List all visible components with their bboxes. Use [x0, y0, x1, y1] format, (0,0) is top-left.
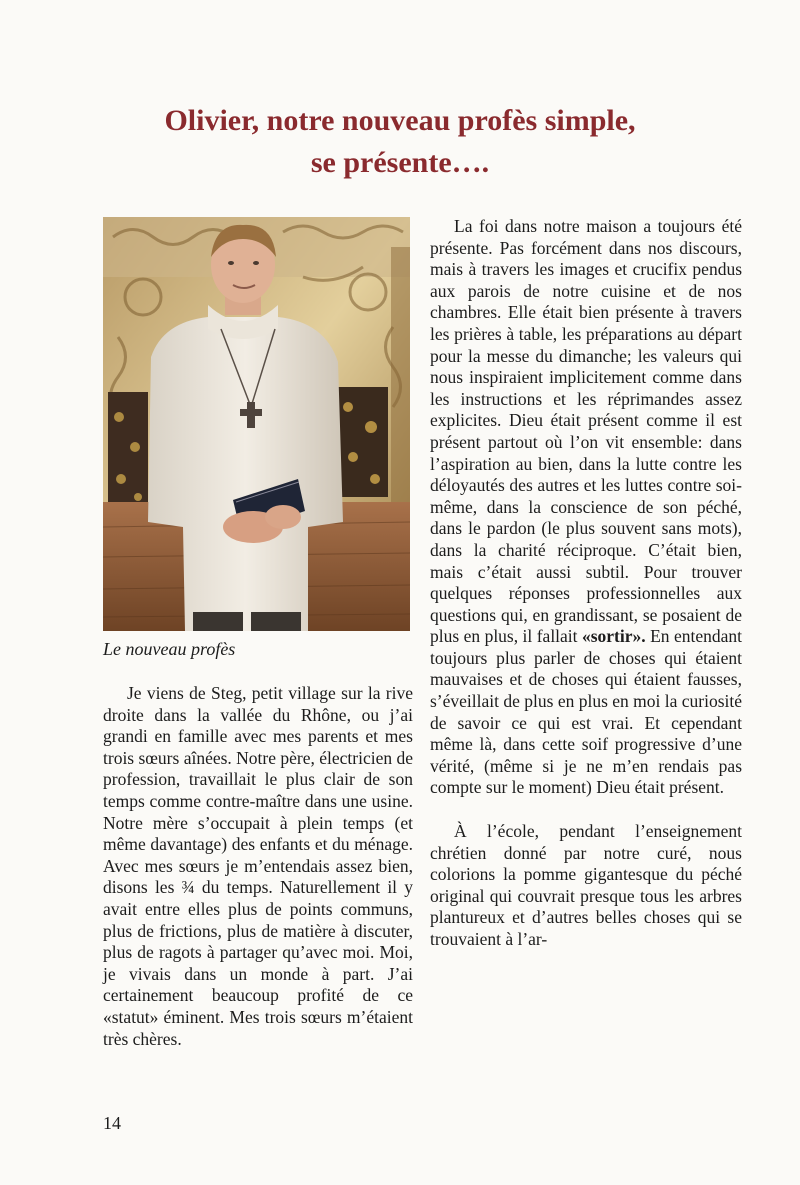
portrait-photo — [103, 217, 410, 631]
right-column — [430, 216, 742, 951]
left-column — [103, 683, 413, 1050]
right-paragraph-1 — [430, 216, 742, 799]
portrait-photo-icon — [103, 217, 410, 631]
page-number: 14 — [103, 1113, 121, 1133]
right-paragraph-1-emphasis: «sortir». — [581, 626, 646, 647]
right-paragraph-1-text-b: En entendant toujours plus parler de choses qui étaient mauvaises et de choses qui étaient fausses, s’éveillait de plus en plus en moi la curiosité de savoir ce qui est vrai. Et cependant même là, dans cette soif progressive d’une vérité, (même si je ne m’en rendais pas compte sur le moment) Dieu était présent. — [430, 626, 743, 798]
left-paragraph-1: Je viens de Steg, petit village sur la rive droite dans la vallée du Rhône, ou j’ai grandi en famille avec mes parents et mes trois sœurs aînées. Notre père, électricien de profession, travaillait le plus clair de son temps comme contre-maître dans une usine. Notre mère s’occupait à plein temps (et même davantage) des enfants et du ménage. Avec mes sœurs je m’entendais assez bien, disons les ¾ du temps. Naturellement il y avait entre elles plus de points communs, plus de frictions, plus de matière à discuter, plus de ragots à partager qu’avec moi. Moi, je vivais dans un monde à part. J’ai certainement beaucoup profité de ce «statut» éminent. Mes trois sœurs m’étaient très chères. — [103, 683, 414, 1049]
title-line-1: Olivier, notre nouveau profès simple, — [164, 104, 636, 137]
right-paragraph-2: À l’école, pendant l’enseignement chrétien donné par notre curé, nous colorions la pomme gigantesque du péché original qui couvrait presque tous les arbres plantureux et d’autres belles choses qui se trouvaient à l’ar- — [430, 821, 742, 949]
right-paragraph-1-text-a: La foi dans notre maison a toujours été présente. Pas forcément dans nos discours, mais à travers les images et crucifix pendus aux parois de notre cuisine et de nos chambres. Elle était bien présente à travers les prières à table, les préparations au départ pour la messe du dimanche; les valeurs qui nous inspiraient implicitement comme dans les instructions et les réprimandes assez explicites. Dieu était présent comme il est présent partout où l’on vit ensemble: dans l’aspiration au bien, dans la lutte contre les déloyautés des autres et les luttes contre soi-même, dans la conscience de son péché, dans le pardon (le plus souvent sans mots), dans la charité réciproque. C’était bien, mais c’était aussi subtil. Pour trouver quelques réponses professionnelles aux questions qui, en grandissant, se posaient de plus en plus, il fallait — [430, 216, 742, 647]
photo-caption: Le nouveau profès — [103, 639, 236, 659]
title-line-2: se présente…. — [310, 146, 490, 179]
article-title — [100, 100, 700, 184]
